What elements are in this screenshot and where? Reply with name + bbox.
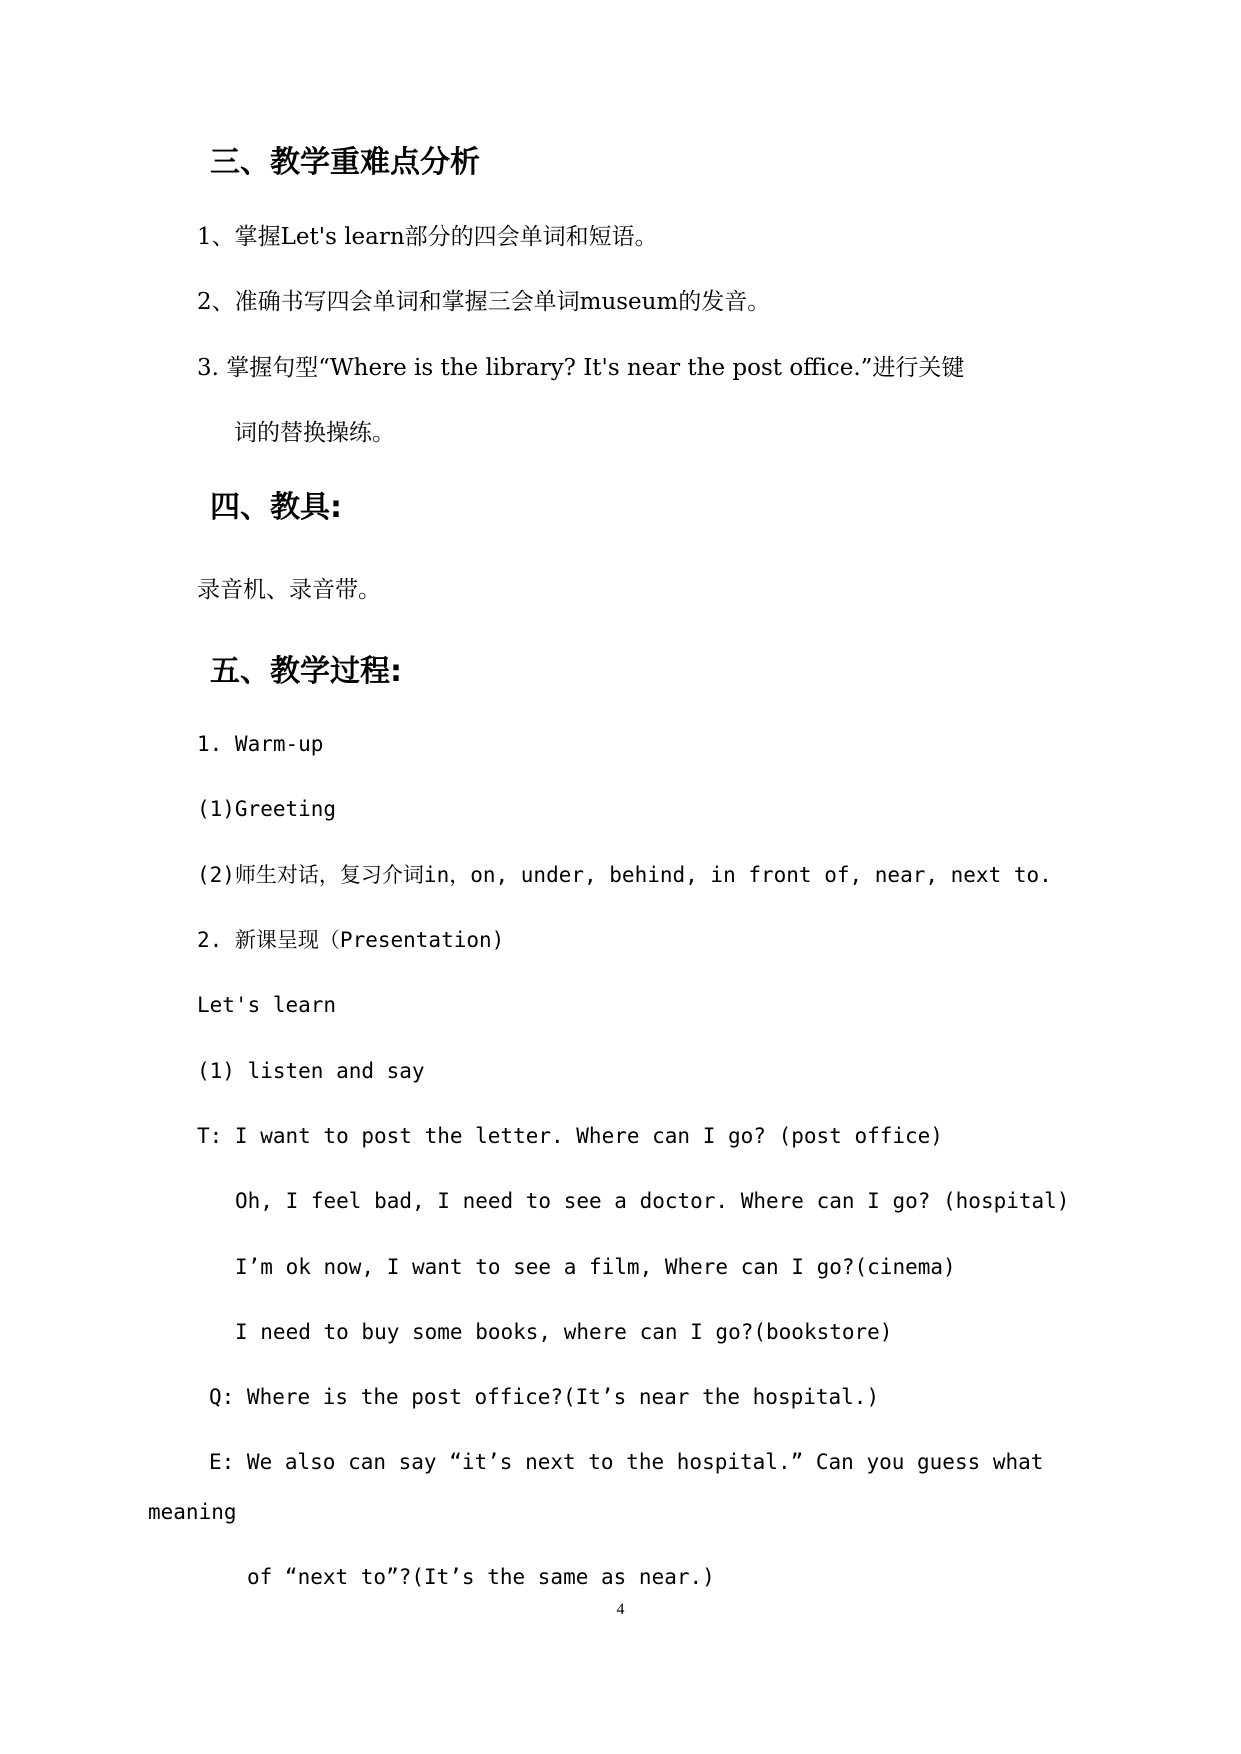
- page-number: 4: [616, 1601, 625, 1618]
- text-line: I need to buy some books, where can I go?(bookstore): [235, 1320, 893, 1344]
- text-line: Oh, I feel bad, I need to see a doctor. Where can I go? (hospital): [235, 1189, 1070, 1213]
- list-item: 1、掌握Let's learn部分的四会单词和短语。: [197, 224, 658, 250]
- text-line: (2)师生对话，复习介词in，on, under, behind, in front of, near, next to.: [197, 863, 1052, 887]
- section-heading-3: 三、教学重难点分析: [210, 145, 480, 180]
- text-line: meaning: [148, 1500, 237, 1524]
- text-line: (1) listen and say: [197, 1059, 425, 1083]
- text-line: E: We also can say “it’s next to the hospital.” Can you guess what: [209, 1450, 1044, 1474]
- text-line: (1)Greeting: [197, 797, 337, 821]
- list-item-continuation: 词的替换操练。: [234, 420, 395, 446]
- section-heading-4: 四、教具:: [210, 490, 342, 525]
- text-line: Q: Where is the post office?(It’s near the hospital.): [209, 1385, 880, 1409]
- section-heading-5: 五、教学过程:: [210, 654, 402, 689]
- text-line: I’m ok now, I want to see a film, Where can I go?(cinema): [235, 1255, 956, 1279]
- text-line: Let's learn: [197, 993, 337, 1017]
- list-item: 2、准确书写四会单词和掌握三会单词museum的发音。: [197, 289, 771, 315]
- text-line: 1. Warm-up: [197, 732, 324, 756]
- paragraph: 录音机、录音带。: [197, 577, 381, 603]
- text-line: 2. 新课呈现（Presentation): [197, 928, 505, 952]
- text-line: T: I want to post the letter. Where can I go? (post office): [197, 1124, 943, 1148]
- text-line: of “next to”?(It’s the same as near.): [247, 1565, 715, 1589]
- list-item: 3. 掌握句型“Where is the library? It's near the post office.”进行关键: [197, 355, 965, 381]
